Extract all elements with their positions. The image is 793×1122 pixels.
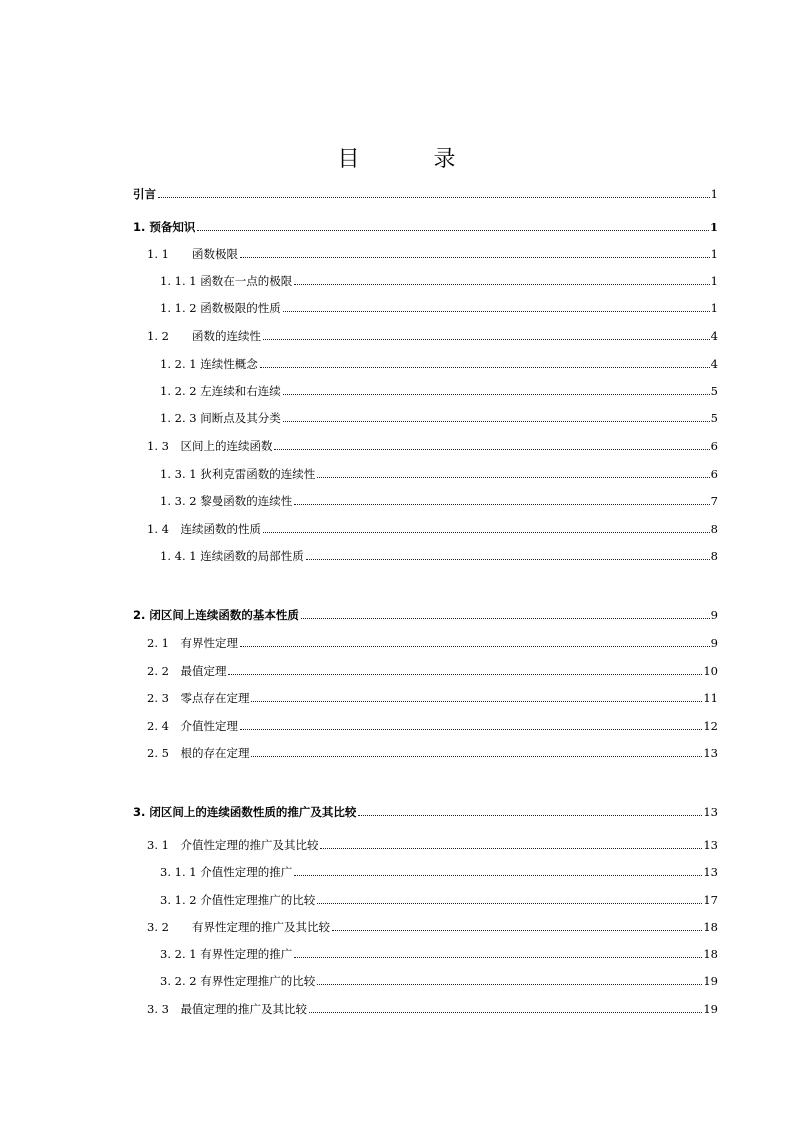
toc-entry[interactable]	[133, 186, 718, 202]
toc-entry[interactable]	[147, 837, 718, 853]
toc-entry[interactable]	[133, 219, 718, 235]
toc-entry-label: 1. 4 连续函数的性质	[147, 522, 261, 536]
toc-entry[interactable]	[160, 493, 718, 509]
toc-entry-label: 3. 闭区间上的连续函数性质的推广及其比较	[133, 805, 357, 819]
toc-dot-leader	[240, 257, 710, 258]
toc-entry[interactable]	[160, 864, 718, 880]
toc-dot-leader	[332, 930, 702, 931]
toc-entry-page-number: 18	[703, 920, 718, 934]
toc-entry-page-number: 9	[710, 608, 718, 622]
toc-entry-page-number: 4	[710, 329, 718, 343]
toc-entry[interactable]	[133, 607, 718, 623]
toc-entry-label: 2. 2 最值定理	[147, 664, 227, 678]
toc-entry-page-number: 19	[703, 974, 718, 988]
toc-entry-page-number: 17	[703, 893, 718, 907]
toc-entry-label: 3. 2. 2 有界性定理推广的比较	[160, 974, 316, 988]
toc-entry-label: 1. 4. 1 连续函数的局部性质	[160, 549, 304, 563]
toc-entry-label: 1. 3. 1 狄利克雷函数的连续性	[160, 467, 316, 481]
toc-dot-leader	[240, 646, 710, 647]
toc-entry-label: 1. 1 函数极限	[147, 247, 238, 261]
toc-entry-page-number: 11	[703, 691, 718, 705]
toc-entry[interactable]	[147, 521, 718, 537]
toc-entry-page-number: 1	[709, 220, 718, 234]
toc-entry-page-number: 6	[710, 467, 718, 481]
toc-entry-label: 2. 4 介值性定理	[147, 719, 238, 733]
toc-entry-page-number: 5	[710, 384, 718, 398]
toc-dot-leader	[260, 367, 710, 368]
toc-entry-label: 2. 1 有界性定理	[147, 636, 238, 650]
toc-dot-leader	[158, 197, 710, 198]
toc-entry-label: 3. 2 有界性定理的推广及其比较	[147, 920, 330, 934]
toc-entry-label: 1. 2. 2 左连续和右连续	[160, 384, 281, 398]
toc-entry-page-number: 10	[703, 664, 718, 678]
toc-entry-label: 引言	[133, 187, 156, 201]
toc-entry[interactable]	[147, 919, 718, 935]
toc-entry-page-number: 13	[703, 746, 718, 760]
toc-dot-leader	[294, 957, 702, 958]
toc-entry-page-number: 18	[703, 947, 718, 961]
toc-dot-leader	[251, 756, 702, 757]
toc-entry[interactable]	[147, 663, 718, 679]
toc-entry-label: 1. 2. 3 间断点及其分类	[160, 411, 281, 425]
toc-entry[interactable]	[160, 356, 718, 372]
toc-entry[interactable]	[147, 745, 718, 761]
toc-dot-leader	[309, 1012, 702, 1013]
toc-entry-label: 1. 预备知识	[133, 220, 196, 234]
toc-entry-page-number: 13	[703, 805, 718, 819]
toc-entry-label: 1. 3 区间上的连续函数	[147, 439, 273, 453]
toc-dot-leader	[320, 848, 702, 849]
toc-dot-leader	[358, 815, 702, 816]
toc-entry-page-number: 9	[710, 636, 718, 650]
toc-entry-page-number: 4	[710, 357, 718, 371]
toc-entry-label: 2. 3 零点存在定理	[147, 691, 250, 705]
toc-entry[interactable]	[160, 892, 718, 908]
toc-dot-leader	[228, 674, 702, 675]
toc-entry[interactable]	[160, 946, 718, 962]
toc-entry-page-number: 1	[710, 274, 718, 288]
toc-entry-page-number: 8	[710, 522, 718, 536]
toc-entry[interactable]	[147, 438, 718, 454]
toc-entry[interactable]	[160, 973, 718, 989]
toc-entry-label: 1. 2. 1 连续性概念	[160, 357, 258, 371]
toc-entry-page-number: 7	[710, 494, 718, 508]
toc-entry-label: 2. 5 根的存在定理	[147, 746, 250, 760]
toc-entry-label: 1. 3. 2 黎曼函数的连续性	[160, 494, 293, 508]
toc-entry-label: 3. 1. 1 介值性定理的推广	[160, 865, 293, 879]
toc-entry[interactable]	[160, 548, 718, 564]
toc-entry[interactable]	[147, 328, 718, 344]
toc-dot-leader	[306, 559, 710, 560]
toc-entry[interactable]	[160, 410, 718, 426]
toc-dot-leader	[240, 729, 702, 730]
toc-entry-label: 1. 1. 1 函数在一点的极限	[160, 274, 293, 288]
toc-entry[interactable]	[160, 383, 718, 399]
toc-dot-leader	[317, 903, 702, 904]
toc-entry-page-number: 8	[710, 549, 718, 563]
toc-entry[interactable]	[133, 804, 718, 820]
toc-dot-leader	[197, 230, 709, 231]
toc-entry[interactable]	[160, 273, 718, 289]
toc-dot-leader	[283, 421, 710, 422]
toc-dot-leader	[294, 284, 709, 285]
toc-entry-page-number: 19	[703, 1002, 718, 1016]
toc-dot-leader	[317, 984, 702, 985]
toc-entry-page-number: 1	[710, 247, 718, 261]
toc-dot-leader	[294, 875, 702, 876]
toc-entry-page-number: 13	[703, 838, 718, 852]
toc-entry[interactable]	[147, 635, 718, 651]
toc-entry[interactable]	[147, 718, 718, 734]
toc-entry-label: 3. 1. 2 介值性定理推广的比较	[160, 893, 316, 907]
toc-entry[interactable]	[147, 246, 718, 262]
toc-entry-label: 2. 闭区间上连续函数的基本性质	[133, 608, 299, 622]
toc-dot-leader	[263, 339, 710, 340]
toc-dot-leader	[301, 618, 710, 619]
toc-entry-page-number: 6	[710, 439, 718, 453]
toc-entry-page-number: 1	[710, 187, 718, 201]
toc-dot-leader	[283, 394, 710, 395]
toc-dot-leader	[263, 532, 710, 533]
toc-entry-label: 1. 2 函数的连续性	[147, 329, 261, 343]
toc-entry-page-number: 12	[703, 719, 718, 733]
toc-dot-leader	[317, 477, 709, 478]
toc-dot-leader	[274, 449, 709, 450]
toc-entry[interactable]	[147, 1001, 718, 1017]
toc-entry-page-number: 13	[703, 865, 718, 879]
toc-entry[interactable]	[160, 466, 718, 482]
toc-dot-leader	[283, 311, 710, 312]
toc-title: 目 录	[337, 147, 482, 172]
toc-dot-leader	[251, 701, 702, 702]
toc-entry-page-number: 1	[710, 301, 718, 315]
toc-entry-label: 3. 2. 1 有界性定理的推广	[160, 947, 293, 961]
toc-entry-label: 3. 1 介值性定理的推广及其比较	[147, 838, 319, 852]
toc-dot-leader	[294, 504, 709, 505]
toc-entry[interactable]	[147, 690, 718, 706]
toc-entry-label: 1. 1. 2 函数极限的性质	[160, 301, 281, 315]
toc-entry[interactable]	[160, 300, 718, 316]
toc-entry-label: 3. 3 最值定理的推广及其比较	[147, 1002, 307, 1016]
toc-entry-page-number: 5	[710, 411, 718, 425]
